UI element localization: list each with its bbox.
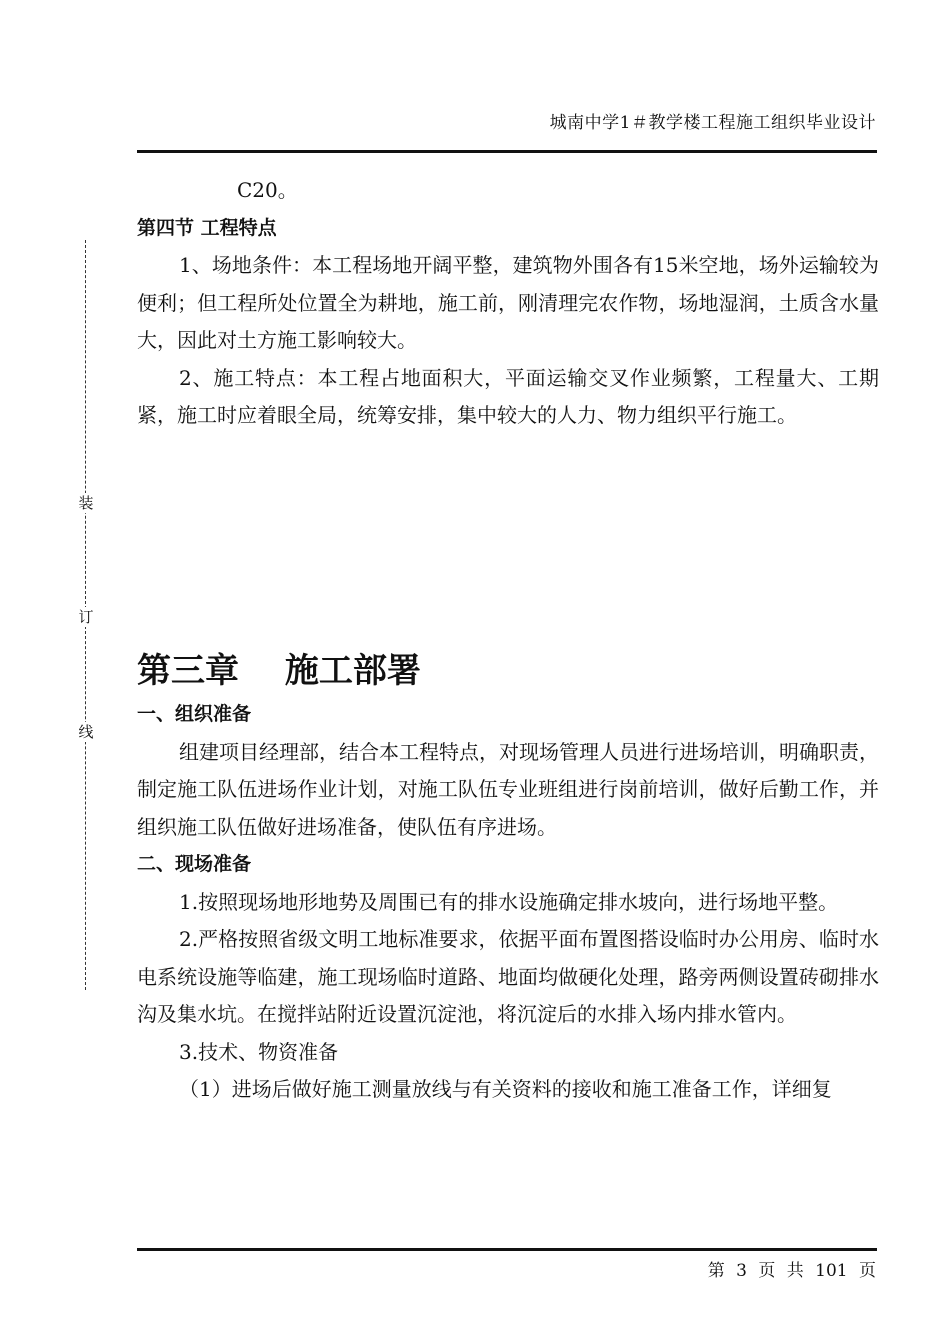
document-body [137, 172, 879, 1109]
paragraph-org-prep: 组建项目经理部，结合本工程特点，对现场管理人员进行进场培训，明确职责，制定施工队伍进场作业计划，对施工队伍专业班组进行岗前培训，做好后勤工作，并组织施工队伍做好进场准备，使队伍有序进场。 [137, 739, 879, 839]
org-prep-heading: 一、组织准备 [137, 703, 252, 725]
footer-rule [137, 1248, 877, 1251]
paragraph-site-prep-2: 2.严格按照省级文明工地标准要求，依据平面布置图搭设临时办公用房、临时水电系统设施等临建，施工现场临时道路、地面均做硬化处理，路旁两侧设置砖砌排水沟及集水坑。在搅拌站附近设置沉淀池，将沉淀后的水排入场内排水管内。 [137, 927, 879, 1026]
binding-char-zhuang: 装 [78, 494, 94, 512]
chapter-title: 第三章 施工部署 [137, 650, 421, 691]
header-title: 城南中学1＃教学楼工程施工组织毕业设计 [549, 113, 876, 133]
blank-spacer [137, 435, 879, 653]
header-rule [137, 150, 877, 153]
paragraph-c20: C20。 [237, 178, 298, 202]
binding-char-ding: 订 [78, 608, 94, 626]
paragraph-site-prep-4: （1）进场后做好施工测量放线与有关资料的接收和施工准备工作，详细复 [179, 1077, 832, 1101]
paragraph-construction-features: 2、施工特点：本工程占地面积大，平面运输交叉作业频繁，工程量大、工期紧，施工时应着眼全局，统筹安排，集中较大的人力、物力组织平行施工。 [137, 365, 879, 427]
paragraph-site-prep-1: 1.按照现场地形地势及周围已有的排水设施确定排水坡向，进行场地平整。 [179, 889, 839, 914]
paragraph-site-prep-3: 3.技术、物资准备 [179, 1039, 339, 1064]
page-number: 第 3 页 共 101 页 [707, 1261, 876, 1281]
paragraph-site-conditions: 1、场地条件：本工程场地开阔平整，建筑物外围各有15米空地，场外运输较为便利；但工程所处位置全为耕地，施工前，刚清理完农作物，场地湿润，土质含水量大，因此对土方施工影响较大。 [137, 253, 879, 352]
site-prep-heading: 二、现场准备 [137, 853, 252, 875]
binding-char-xian: 线 [78, 723, 94, 741]
section-heading-4: 第四节 工程特点 [137, 216, 277, 239]
